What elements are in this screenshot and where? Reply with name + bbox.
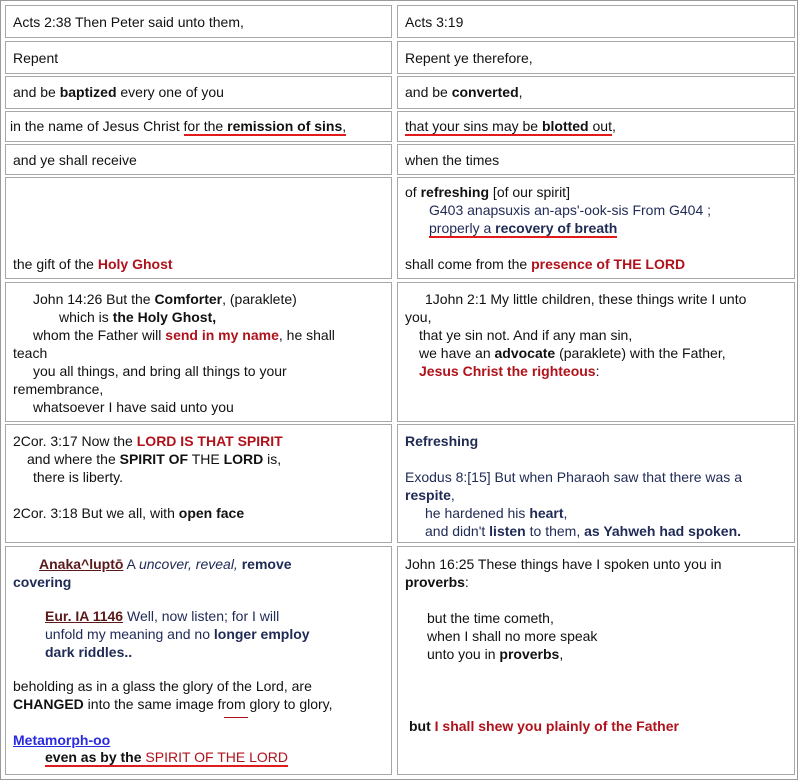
bold-word: blotted [541, 118, 589, 134]
metamorph-oo-link[interactable] [13, 731, 110, 749]
bold-word: Refreshing [405, 433, 479, 449]
eur-ia-line-1 [45, 607, 279, 625]
eur-ia-line-3 [45, 643, 132, 661]
bold-word: CHANGED [13, 696, 84, 712]
beholding-line: beholding as in a glass the glory of the Lord, are [13, 678, 312, 694]
eur-ia-line-2 [45, 625, 310, 643]
john-14-26-line-3 [33, 326, 335, 344]
cell-1-john-2-1 [397, 282, 795, 422]
john-14-26-line-7: whatsoever I have said unto you [33, 399, 234, 415]
blotted-line [405, 117, 616, 135]
text: : [464, 574, 469, 590]
bold-word: baptized [59, 84, 117, 100]
text: for the [183, 118, 228, 134]
1-john-2-1-line-4 [419, 344, 726, 362]
presence-of-the-lord-highlight: presence of THE LORD [531, 256, 686, 272]
cell-acts-2-38-header [5, 5, 392, 38]
text: , [559, 646, 564, 662]
underlined-phrase [45, 749, 288, 767]
bold-word: Comforter [154, 291, 223, 307]
john-16-25-line-1: John 16:25 These things have I spoken unto you in [405, 556, 722, 572]
john-16-25-line-5 [427, 645, 563, 663]
remission-line [10, 117, 346, 135]
text: [of our spirit] [489, 184, 570, 200]
2-cor-3-17-line-3: there is liberty. [33, 469, 123, 485]
bold-word: refreshing [420, 184, 490, 200]
cell-blotted [397, 111, 795, 142]
cell-baptized [5, 76, 392, 109]
john-14-26-line-4: teach [13, 345, 48, 361]
underlined-phrase [184, 118, 347, 136]
text: John 14:26 But the [33, 291, 155, 307]
bold-word: covering [13, 574, 72, 590]
text: and be [13, 84, 60, 100]
text: and didn't [425, 523, 490, 539]
text: Well, now listen; for I will [123, 608, 280, 624]
underlined-phrase [429, 220, 617, 238]
text: and where the [27, 451, 120, 467]
john-14-26-line-6: remembrance, [13, 381, 104, 397]
text: the gift of the [13, 256, 98, 272]
1-john-2-1-line-5 [419, 362, 599, 380]
text: , [611, 118, 616, 134]
text: which is [59, 309, 113, 325]
recovery-line [429, 219, 617, 237]
text: 2Cor. 3:18 But we all, with [13, 505, 179, 521]
text: shall come from the [405, 256, 532, 272]
receive-text: and ye shall receive [13, 152, 137, 168]
cell-acts-3-19-header [397, 5, 795, 38]
holy-ghost-line [13, 255, 173, 273]
shew-plainly-highlight: I shall shew you plainly of the Father [434, 718, 679, 734]
text: we have an [419, 345, 495, 361]
anakalupto-line-2 [13, 573, 71, 591]
bold-word: but [409, 718, 435, 734]
john-14-26-line-2 [59, 308, 216, 326]
text: , [518, 84, 523, 100]
text: every one of you [116, 84, 224, 100]
text: 2Cor. 3:17 Now the [13, 433, 137, 449]
exodus-8-15-line-1: Exodus 8:[15] But when Pharaoh saw that there was a [405, 469, 742, 485]
john-16-25-line-4: when I shall no more speak [427, 628, 598, 644]
text: (paraklete) with the Father, [555, 345, 726, 361]
text: unto you in [427, 646, 500, 662]
text: : [595, 363, 600, 379]
presence-line [405, 255, 685, 273]
text: , (paraklete) [222, 291, 297, 307]
cell-anakalupto [5, 546, 392, 775]
text: A [123, 556, 139, 572]
bold-word: as Yahweh had spoken. [584, 523, 742, 539]
cell-times [397, 144, 795, 175]
text: whom the Father will [33, 327, 166, 343]
refreshing-title [405, 432, 478, 450]
underlined-phrase [405, 118, 612, 136]
john-16-25-line-3: but the time cometh, [427, 610, 554, 626]
bold-word: heart [529, 505, 564, 521]
1-john-2-1-line-3: that ye sin not. And if any man sin, [419, 327, 633, 343]
spirit-of-the-lord-line [45, 748, 288, 766]
bold-word: Eur. IA 1146 [45, 608, 124, 624]
bold-word: even as by the [45, 749, 146, 765]
changed-line [13, 695, 333, 713]
cell-converted [397, 76, 795, 109]
cell-repent-left [5, 41, 392, 74]
bold-word: Metamorph-oo [13, 732, 111, 748]
2-cor-3-17-line-1 [13, 432, 283, 450]
text: properly a [429, 220, 496, 236]
1-john-2-1-line-1: 1John 2:1 My little children, these things write I unto [425, 291, 747, 307]
strongs-g403-line: G403 anapsuxis an-aps'-ook-sis From G404 ; [429, 202, 712, 218]
text: of [405, 184, 421, 200]
refreshing-line [405, 183, 570, 201]
cell-refreshing-exodus [397, 424, 795, 543]
bold-word: proverbs [405, 574, 465, 590]
anakalupto-line-1 [39, 555, 292, 573]
bold-word: remission of sins [227, 118, 343, 134]
bold-word: open face [178, 505, 245, 521]
send-in-my-name-highlight: send in my name [165, 327, 279, 343]
1-john-2-1-line-2: you, [405, 309, 432, 325]
acts-2-38-title: Acts 2:38 Then Peter said unto them, [13, 14, 244, 30]
text: that your sins may be [405, 118, 542, 134]
cell-remission [5, 111, 392, 142]
text: to them, [525, 523, 585, 539]
shew-plainly-line [409, 717, 679, 735]
times-text: when the times [405, 152, 500, 168]
converted-line [405, 83, 523, 101]
cell-repent-right [397, 41, 795, 74]
repent-text: Repent [13, 50, 59, 66]
text: and be [405, 84, 452, 100]
exodus-8-15-line-3 [425, 504, 567, 522]
bold-word: advocate [494, 345, 556, 361]
text: , [342, 118, 347, 134]
bold-word: recovery of breath [495, 220, 618, 236]
bold-word: Anaka^luptō [39, 556, 124, 572]
text: unfold my meaning and no [45, 626, 214, 642]
bold-word: LORD [223, 451, 264, 467]
text: he hardened his [425, 505, 530, 521]
exodus-8-15-line-4 [425, 522, 741, 540]
bold-word: converted [451, 84, 519, 100]
text: , [450, 487, 455, 503]
cell-john-16-25 [397, 546, 795, 775]
text: is, [263, 451, 282, 467]
bold-word: SPIRIT OF [119, 451, 189, 467]
bold-word: respite [405, 487, 451, 503]
spirit-of-the-lord-highlight: SPIRIT OF THE LORD [145, 749, 289, 765]
holy-ghost-highlight: Holy Ghost [97, 256, 173, 272]
2-cor-3-18-line [13, 504, 244, 522]
2-cor-3-17-line-2 [27, 450, 281, 468]
jesus-christ-the-righteous-highlight: Jesus Christ the righteous [419, 363, 596, 379]
baptized-line [13, 83, 224, 101]
bold-word: proverbs [499, 646, 560, 662]
cell-refreshing [397, 177, 795, 279]
italic-phrase: uncover, reveal, [138, 556, 238, 572]
cell-holy-ghost [5, 177, 392, 279]
exodus-8-15-line-2 [405, 486, 455, 504]
bold-word: the Holy Ghost, [112, 309, 217, 325]
acts-3-19-title: Acts 3:19 [405, 14, 464, 30]
text: , he shall [278, 327, 335, 343]
john-14-26-line-5: you all things, and bring all things to your [33, 363, 287, 379]
cell-receive [5, 144, 392, 175]
text: out [588, 118, 612, 134]
bold-word: longer employ [213, 626, 310, 642]
lord-is-that-spirit-highlight: LORD IS THAT SPIRIT [136, 433, 283, 449]
text: , [563, 505, 568, 521]
cell-2-cor-3-17 [5, 424, 392, 543]
john-14-26-line-1 [33, 290, 297, 308]
bold-word: listen [489, 523, 526, 539]
text: THE [188, 451, 224, 467]
red-underline-mark [224, 717, 248, 718]
text: in the name of Jesus Christ [10, 118, 184, 134]
text: into the same image from glory to glory, [83, 696, 333, 712]
bold-word: remove [241, 556, 292, 572]
repent-therefore-text: Repent ye therefore, [405, 50, 533, 66]
cell-john-14-26 [5, 282, 392, 422]
john-16-25-line-2 [405, 573, 469, 591]
bold-word: dark riddles.. [45, 644, 133, 660]
